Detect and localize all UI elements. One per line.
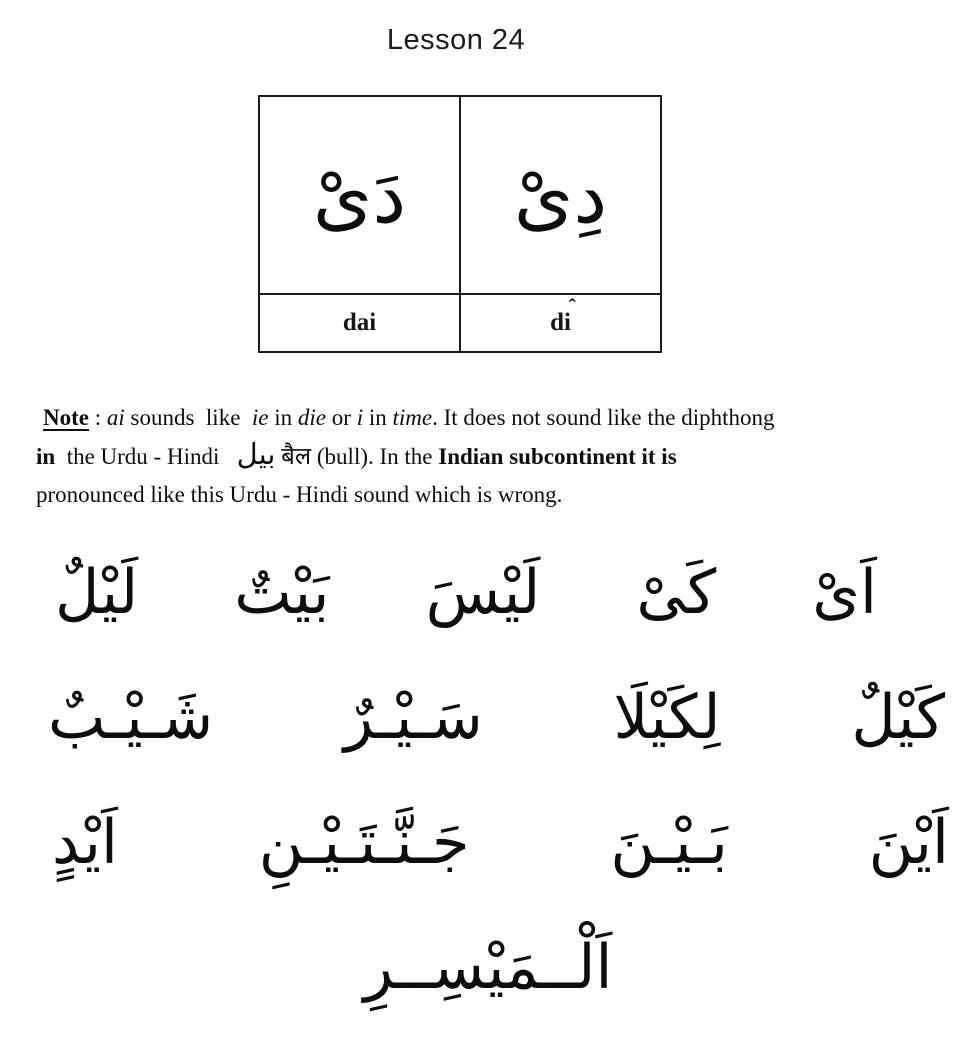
note-segment: : [88, 405, 107, 430]
note-segment: (bull). In the [311, 444, 439, 469]
caption-di-circumflex: ˆ [568, 294, 576, 319]
table-cell-arabic-dai: دَىْ [259, 96, 460, 294]
note-segment: in [268, 405, 298, 430]
arabic-word-row [55, 533, 877, 658]
table-row-captions [259, 294, 661, 352]
note-segment: i [356, 405, 364, 430]
note-segment: . It does not sound like the diphthong [432, 405, 775, 430]
arabic-word: كَيْلٌ [851, 682, 945, 753]
arabic-word: لَيْلٌ [55, 557, 139, 628]
note-line [36, 476, 946, 513]
note-segment: Indian subcontinent it is [438, 444, 677, 469]
arabic-word: جَـنَّـتَـيْـنِ [258, 807, 470, 878]
note-segment: ai [106, 405, 125, 430]
arabic-word: سَـيْـرٌ [343, 682, 483, 753]
caption-di-base: di [550, 309, 571, 336]
arabic-word-row [0, 908, 976, 1033]
note-segment: time [392, 405, 433, 430]
arabic-word: اَىْ [812, 557, 877, 628]
note-line [36, 399, 946, 436]
table-caption-di [460, 294, 661, 352]
note-segment: in [36, 444, 56, 469]
table-row-arabic [259, 96, 661, 294]
note-segment: in [363, 405, 393, 430]
page-title: Lesson 24 [386, 24, 526, 56]
caption-di-wrap [550, 294, 576, 337]
arabic-word: بَيْتٌ [234, 557, 330, 628]
arabic-word: بَـيْـنَ [610, 807, 728, 878]
note-segment: sounds like [124, 405, 252, 430]
note-segment: بيل [236, 437, 276, 471]
table-caption-dai: dai [259, 294, 460, 352]
note-segment: pronounced like this Urdu - Hindi sound which is wrong. [36, 482, 563, 507]
note-paragraph [36, 399, 946, 513]
note-segment: बैल [281, 444, 312, 470]
arabic-word: اَيْنَ [868, 807, 949, 878]
arabic-word: اَلْــمَيْسِــرِ [363, 932, 613, 1003]
note-line [36, 436, 946, 476]
note-segment: the Urdu - Hindi [55, 444, 237, 469]
table-cell-arabic-di: دِىْ [460, 96, 661, 294]
note-segment: or [326, 405, 357, 430]
pronunciation-table [258, 95, 662, 353]
arabic-word: اَيْدٍ [52, 807, 118, 878]
arabic-word: كَىْ [636, 557, 717, 628]
arabic-word: لَيْسَ [425, 557, 541, 628]
arabic-word: لِكَيْلَا [613, 682, 721, 753]
arabic-word-row [48, 658, 945, 783]
note-segment: ie [251, 405, 269, 430]
arabic-word: شَـيْـبٌ [48, 682, 214, 753]
arabic-word-row [52, 783, 949, 908]
note-segment: Note [43, 405, 89, 430]
note-segment: die [297, 405, 327, 430]
